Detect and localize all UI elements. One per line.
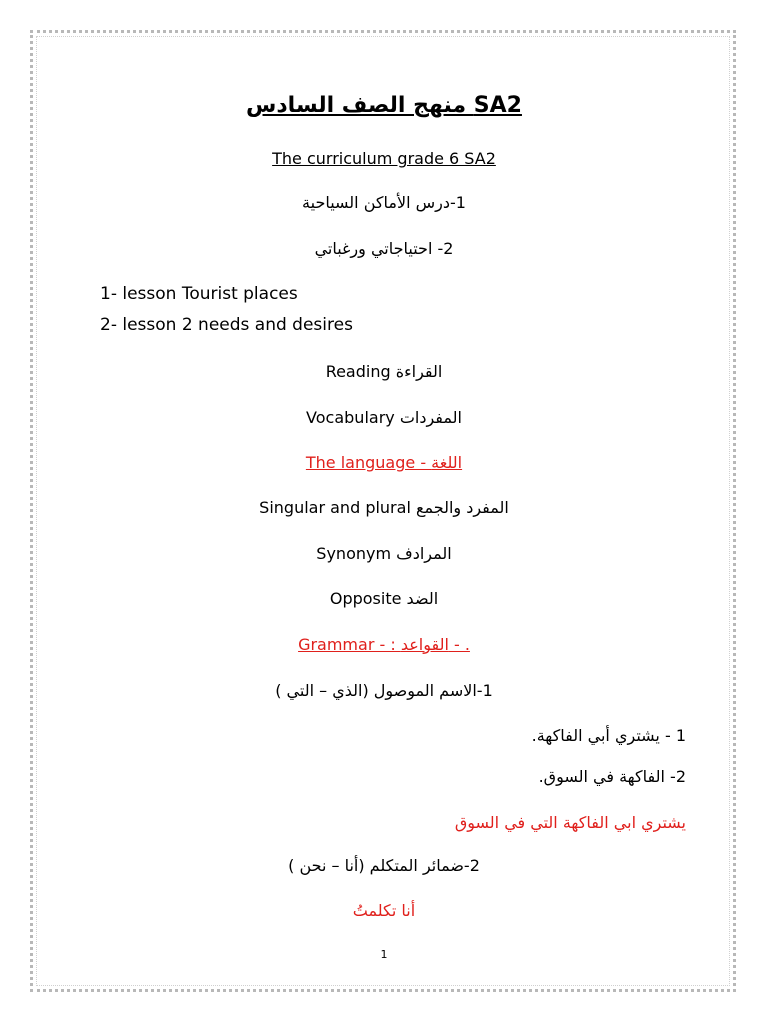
- pronoun-example: أنا تكلمتُ: [352, 901, 416, 920]
- opposite-item: Opposite الضد: [329, 589, 439, 608]
- page-title: SA2 منهج الصف السادس: [246, 93, 522, 118]
- example-sentence-1: 1 - يشتري أبي الفاكهة.: [531, 726, 686, 745]
- singular-plural-item: Singular and plural المفرد والجمع: [259, 498, 509, 517]
- subtitle: The curriculum grade 6 SA2: [272, 149, 496, 168]
- speaker-pronouns-item: 2-ضمائر المتكلم (أنا – نحن ): [288, 856, 480, 875]
- example-sentence-2: 2- الفاكهة في السوق.: [538, 767, 686, 786]
- lesson-en-1: 1- lesson Tourist places: [100, 284, 298, 304]
- grammar-heading: Grammar - : القواعد - .: [298, 635, 470, 654]
- synonym-item: Synonym المرادف: [316, 544, 452, 563]
- lesson-ar-2: 2- احتياجاتي ورغباتي: [314, 239, 454, 258]
- vocabulary-item: Vocabulary المفردات: [306, 408, 462, 427]
- reading-item: Reading القراءة: [325, 362, 443, 381]
- page-number: 1: [380, 948, 388, 961]
- lesson-en-2: 2- lesson 2 needs and desires: [100, 315, 353, 335]
- lesson-ar-1: 1-درس الأماكن السياحية: [302, 193, 466, 212]
- relative-pronoun-item: 1-الاسم الموصول (الذي – التي ): [275, 681, 493, 700]
- combined-example: يشتري ابي الفاكهة التي في السوق: [454, 813, 686, 832]
- language-heading: The language - اللغة: [305, 453, 463, 472]
